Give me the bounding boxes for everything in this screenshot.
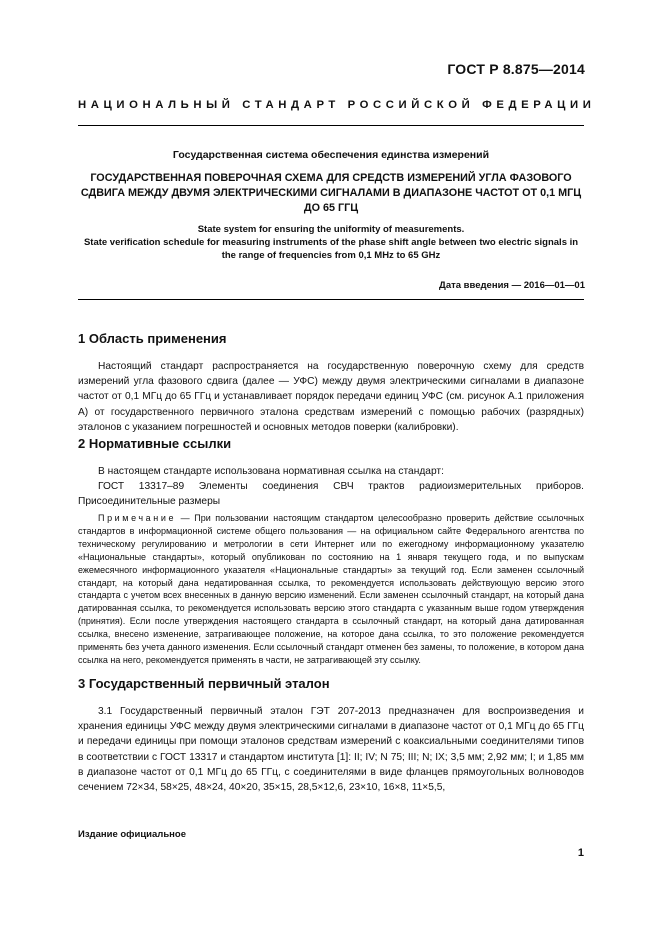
- page-number: 1: [577, 847, 584, 859]
- section-1-heading: 1 Область применения: [78, 331, 227, 346]
- section-2-reference: ГОСТ 13317–89 Элементы соединения СВЧ трактов радиоизмерительных приборов. Присоединительные размеры: [78, 481, 584, 508]
- introduction-date: Дата введения — 2016—01—01: [439, 280, 585, 291]
- section-2-heading: 2 Нормативные ссылки: [78, 436, 232, 451]
- section-2-intro: В настоящем стандарте использована нормативная ссылка на стандарт:: [98, 466, 444, 477]
- date-divider: [78, 299, 584, 300]
- english-title: [78, 223, 584, 262]
- main-title: ГОСУДАРСТВЕННАЯ ПОВЕРОЧНАЯ СХЕМА ДЛЯ СРЕДСТВ ИЗМЕРЕНИЙ УГЛА ФАЗОВОГО СДВИГА МЕЖДУ ДВУМЯ ЭЛЕКТРИЧЕСКИМИ СИГНАЛАМИ В ДИАПАЗОНЕ ЧАСТОТ ОТ 0,1 МГЦ ДО 65 ГГЦ: [80, 172, 582, 214]
- section-1-text: Настоящий стандарт распространяется на государственную поверочную схему для средств измерений угла фазового сдвига (далее — УФС) между двумя электрическими сигналами в диапазоне частот от 0,1 МГц до 65 ГГц и устанавливает порядок передачи единиц УФС (см. рисунок А.1 приложения А) от государственного первичного эталона средствам измерений с помощью рабочих (разрядных) эталонов с указанием погрешностей и основных методов поверки (калибровки).: [78, 361, 584, 433]
- english-title-line2: State verification schedule for measuring instruments of the phase shift angle between two electric signals in the range of frequencies from 0,1 MHz to 65 GHz: [83, 237, 579, 261]
- document-code: ГОСТ Р 8.875—2014: [447, 61, 585, 77]
- header-divider: [78, 125, 584, 126]
- english-title-line1: State system for ensuring the uniformity of measurements.: [197, 224, 465, 235]
- system-title: Государственная система обеспечения единства измерений: [172, 149, 490, 161]
- section-3-text: 3.1 Государственный первичный эталон ГЭТ 207-2013 предназначен для воспроизведения и хранения единицы УФС между двумя электрическими сигналами в диапазоне частот от 0,1 МГц до 65 ГГц и передачи единицы при помощи эталонов средствам измерений с коаксиальными соединителями типов в соответствии с ГОСТ 13317 и стандартом института [1]: II; IV; N 75; III; N; IX; 3,5 мм; 2,92 мм; I; и 1,85 мм в диапазоне частот от 0,1 МГц до 65 ГГц, с соединителями в виде фланцев прямоугольных волноводов сечением 72×34, 58×25, 48×24, 40×20, 35×15, 28,5×12,6, 23×10, 16×8, 11×5,5,: [78, 706, 584, 794]
- official-edition-label: Издание официальное: [78, 829, 186, 840]
- note-label: Примечание: [98, 513, 177, 523]
- note-text: — При пользовании настоящим стандартом целесообразно проверить действие ссылочных стандартов в информационной системе общего пользования — на официальном сайте Федерального агентства по техническому регулированию и метрологии в сети Интернет или по ежегодному информационному указателю «Национальные стандарты», который опубликован по состоянию на 1 января текущего года, и по выпускам ежемесячного информационного указателя «Национальные стандарты» за текущий год. Если заменен ссылочный стандарт, на который дана недатированная ссылка, то рекомендуется использовать действующую версию этого стандарта с учетом всех внесенных в данную версию изменений. Если заменен ссылочный стандарт, на который дана датированная ссылка, то рекомендуется использовать версию этого стандарта с указанным выше годом утверждения (принятия). Если после утверждения настоящего стандарта в ссылочный стандарт, на который дана датированная ссылка, внесено изменение, затрагивающее положение, на которое дана ссылка, то это положение рекомендуется применять без учета данного изменения. Если ссылочный стандарт отменен без замены, то положение, в котором дана ссылка на него, рекомендуется применять в части, не затрагивающей эту ссылку.: [78, 513, 584, 665]
- national-standard-banner: НАЦИОНАЛЬНЫЙ СТАНДАРТ РОССИЙСКОЙ ФЕДЕРАЦИИ: [78, 99, 596, 111]
- section-3-heading: 3 Государственный первичный эталон: [78, 676, 330, 691]
- section-2-note: [78, 512, 584, 667]
